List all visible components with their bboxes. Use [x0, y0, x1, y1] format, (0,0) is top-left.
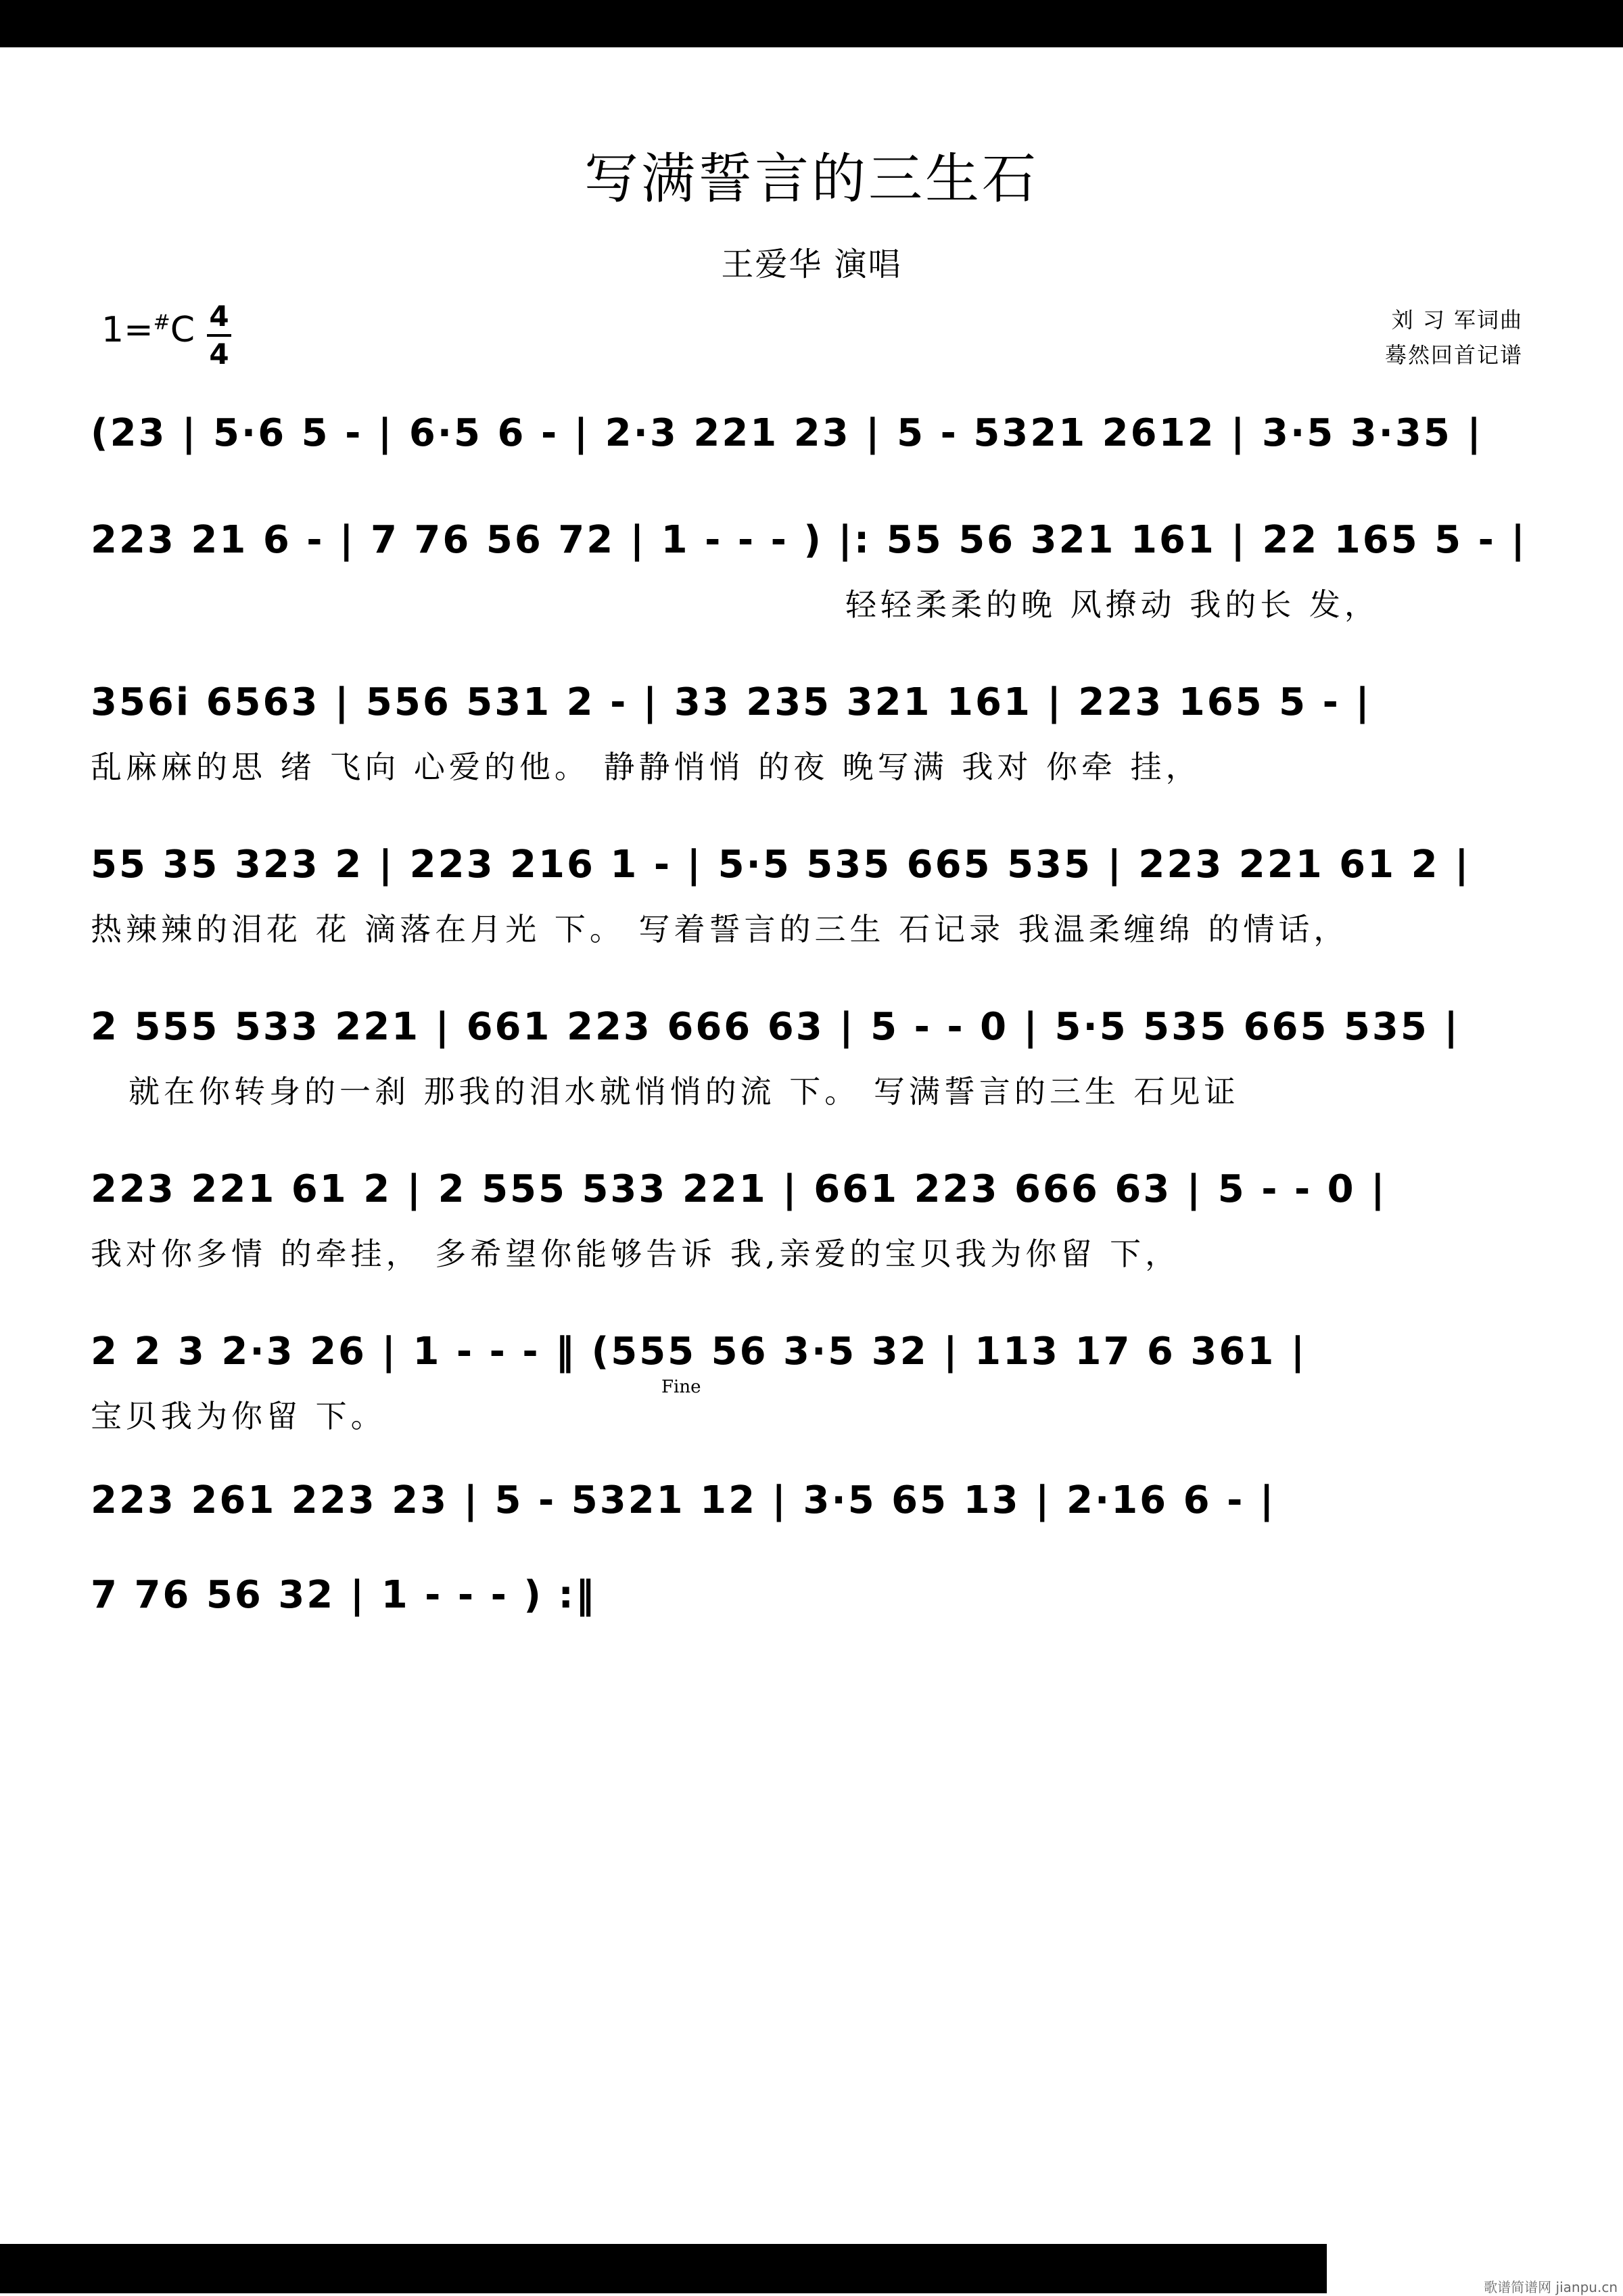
score-row-4: 55 35 323 2 | 223 216 1 - | 5·5 535 665 535 | 223 221 61 2 | [91, 843, 1471, 887]
time-signature [207, 300, 231, 371]
key-signature: 1=#C [101, 310, 195, 350]
score-row-1: (23 | 5·6 5 - | 6·5 6 - | 2·3 221 23 | 5 - 5321 2612 | 3·5 3·35 | [91, 411, 1483, 455]
composer-credit: 刘 习 军词曲 [1391, 307, 1523, 333]
score-row-2: 223 21 6 - | 7 76 56 72 | 1 - - - ) |: 55 56 321 161 | 22 165 5 - | [91, 518, 1527, 562]
score-row-5: 2 555 533 221 | 661 223 666 63 | 5 - - 0 | 5·5 535 665 535 | [91, 1005, 1460, 1049]
site-watermark: 歌谱简谱网 jianpu.cn [1484, 2279, 1618, 2295]
score-row-3: 356i 6563 | 556 531 2 - | 33 235 321 161 | 223 165 5 - | [91, 680, 1371, 724]
transcriber-credit: 蓦然回首记谱 [1384, 342, 1523, 368]
top-black-bar [0, 0, 1623, 47]
score-row-6: 223 221 61 2 | 2 555 533 221 | 661 223 666 63 | 5 - - 0 | [91, 1167, 1387, 1211]
fine-marker: Fine [661, 1377, 701, 1397]
score-row-8: 223 261 223 23 | 5 - 5321 12 | 3·5 65 13 | 2·16 6 - | [91, 1478, 1276, 1522]
lyric-row-1: 轻轻柔柔的晚 风撩动 我的长 发， [845, 586, 1380, 623]
time-signature-bottom: 4 [209, 337, 229, 371]
bottom-black-bar [0, 2244, 1327, 2293]
lyric-row-2: 乱麻麻的思 绪 飞向 心爱的他。 静静悄悄 的夜 晚写满 我对 你牵 挂， [91, 749, 1201, 785]
singer-line: 王爱华 演唱 [721, 245, 902, 283]
score-row-7: 2 2 3 2·3 26 | 1 - - - ‖ (555 56 3·5 32 | 113 17 6 361 | [91, 1330, 1307, 1374]
song-title: 写满誓言的三生石 [584, 147, 1039, 210]
score-row-9: 7 76 56 32 | 1 - - - ) :‖ [91, 1573, 596, 1617]
time-signature-divider [207, 334, 231, 337]
lyric-row-4: 就在你转身的一刹 那我的泪水就悄悄的流 下。 写满誓言的三生 石见证 [128, 1073, 1240, 1110]
lyric-row-6: 宝贝我为你留 下。 [91, 1398, 386, 1434]
time-signature-top: 4 [209, 300, 229, 333]
lyric-row-3: 热辣辣的泪花 花 滴落在月光 下。 写着誓言的三生 石记录 我温柔缠绵 的情话， [91, 911, 1349, 947]
lyric-row-5: 我对你多情 的牵挂， 多希望你能够告诉 我,亲爱的宝贝我为你留 下， [91, 1236, 1181, 1272]
